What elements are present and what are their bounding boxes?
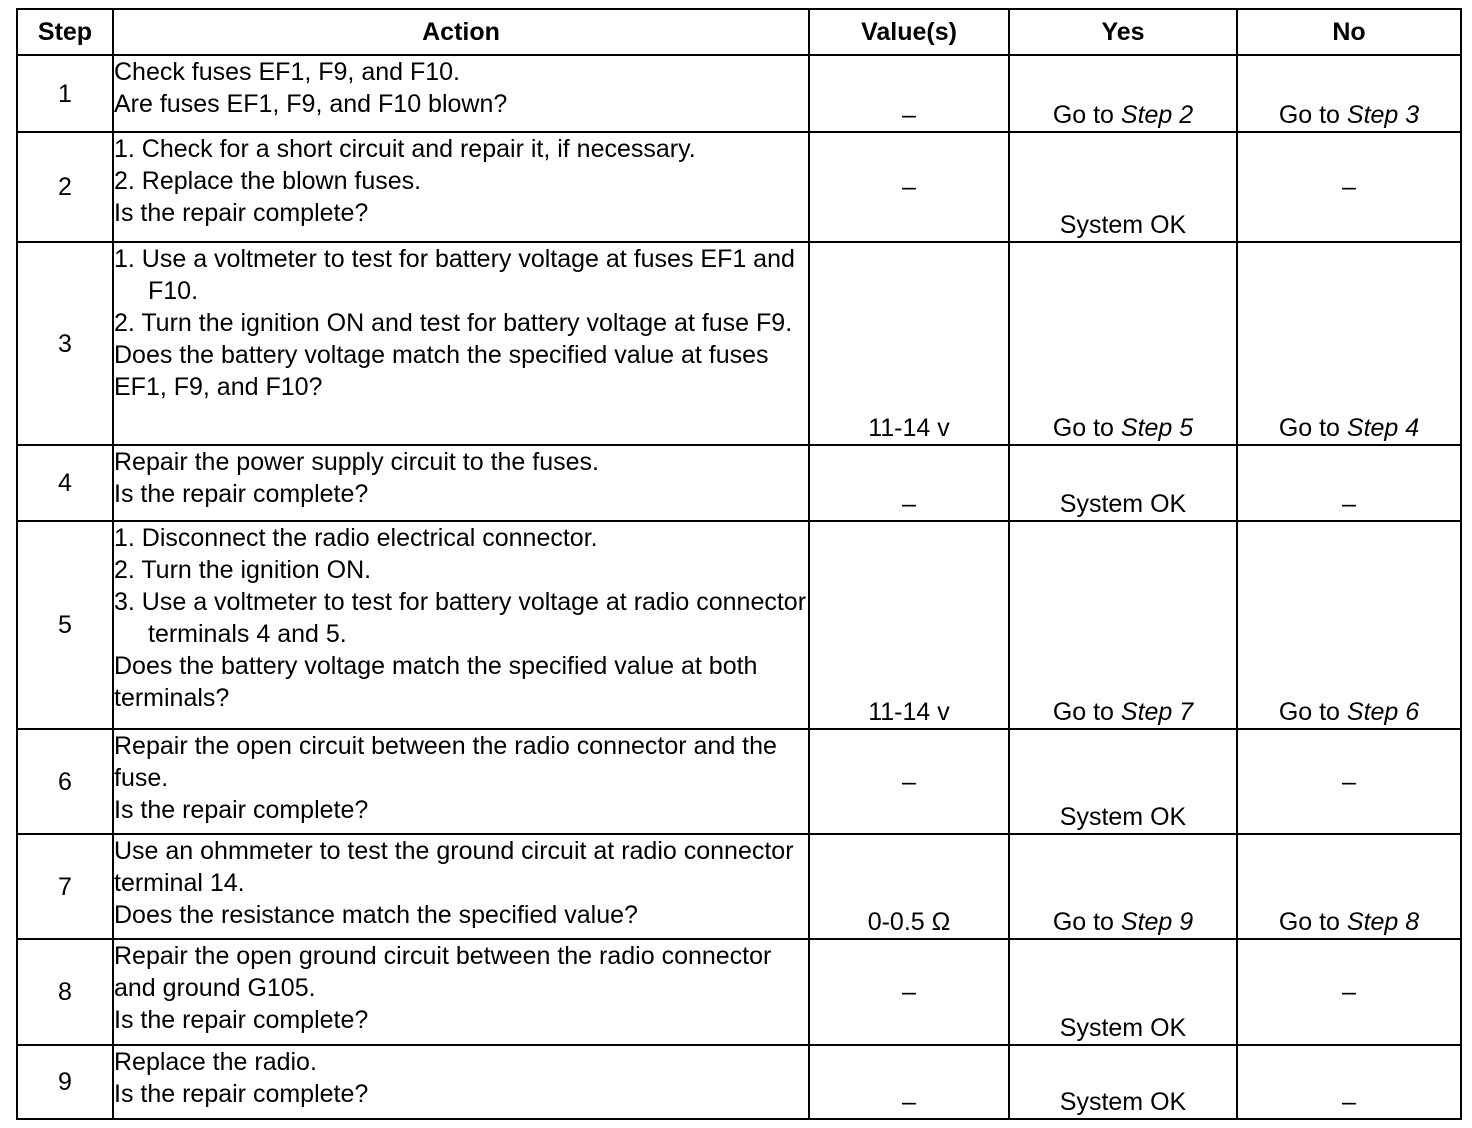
table-row [17,729,1461,834]
value-cell: – [809,445,1009,521]
yes-cell [1009,55,1237,132]
yes-cell: System OK [1009,1045,1237,1119]
no-cell [1237,834,1461,939]
yes-cell: System OK [1009,132,1237,242]
no-cell [1237,521,1461,729]
no-prefix: Go to [1278,414,1347,442]
action-line: Are fuses EF1, F9, and F10 blown? [114,90,508,118]
action-cell [113,55,809,132]
action-line: Is the repair complete? [114,1006,369,1034]
action-line: Does the resistance match the specified value? [114,901,638,929]
action-line: 2. Turn the ignition ON. [114,556,372,584]
step-number: 4 [17,445,113,521]
value-cell: – [809,1045,1009,1119]
step-number: 8 [17,939,113,1045]
header-step: Step [17,9,113,55]
no-cell: – [1237,939,1461,1045]
yes-prefix: Go to [1052,908,1121,936]
value-cell: 11-14 v [809,521,1009,729]
action-cell [113,242,809,445]
header-no: No [1237,9,1461,55]
action-line: 1. Disconnect the radio electrical connector. [114,524,598,552]
action-cell [113,729,809,834]
yes-step-link: Step 7 [1120,698,1194,726]
no-cell: – [1237,729,1461,834]
action-cell [113,834,809,939]
step-number: 9 [17,1045,113,1119]
value-cell: – [809,729,1009,834]
action-cell [113,1045,809,1119]
table-row [17,521,1461,729]
diagnostic-table [16,8,1462,1120]
value-cell: 11-14 v [809,242,1009,445]
action-line: 1. Use a voltmeter to test for battery voltage at fuses EF1 and F10. [114,245,795,305]
yes-step-link: Step 9 [1120,908,1194,936]
yes-cell: System OK [1009,939,1237,1045]
header-action: Action [113,9,809,55]
action-line: Replace the radio. [114,1048,317,1076]
action-line: Use an ohmmeter to test the ground circuit at radio connector terminal 14. [114,837,794,897]
yes-cell [1009,242,1237,445]
table-row [17,132,1461,242]
yes-prefix: Go to [1052,101,1121,129]
value-cell: 0-0.5 Ω [809,834,1009,939]
action-cell [113,132,809,242]
table-row [17,55,1461,132]
yes-prefix: Go to [1052,414,1121,442]
value-cell: – [809,132,1009,242]
no-cell: – [1237,132,1461,242]
header-row [17,9,1461,55]
action-line: Repair the open ground circuit between the radio connector and ground G105. [114,942,772,1002]
no-prefix: Go to [1278,698,1347,726]
yes-prefix: Go to [1052,698,1121,726]
action-line: 1. Check for a short circuit and repair it, if necessary. [114,135,696,163]
yes-cell [1009,834,1237,939]
action-line: Does the battery voltage match the specified value at fuses EF1, F9, and F10? [114,341,769,401]
action-line: Is the repair complete? [114,480,369,508]
action-line: Repair the power supply circuit to the fuses. [114,448,599,476]
no-step-link: Step 6 [1346,698,1420,726]
no-cell [1237,242,1461,445]
action-line: 2. Turn the ignition ON and test for battery voltage at fuse F9. [114,309,793,337]
table-row [17,1045,1461,1119]
table-row [17,242,1461,445]
action-line: Does the battery voltage match the specified value at both terminals? [114,652,758,712]
no-prefix: Go to [1278,908,1347,936]
value-cell: – [809,939,1009,1045]
step-number: 5 [17,521,113,729]
no-prefix: Go to [1278,101,1347,129]
yes-step-link: Step 5 [1120,414,1194,442]
yes-cell [1009,521,1237,729]
step-number: 3 [17,242,113,445]
action-line: Is the repair complete? [114,1080,369,1108]
step-number: 2 [17,132,113,242]
value-cell: – [809,55,1009,132]
table-row [17,834,1461,939]
action-line: 2. Replace the blown fuses. [114,167,422,195]
table-row [17,939,1461,1045]
action-cell [113,939,809,1045]
yes-cell: System OK [1009,729,1237,834]
step-number: 6 [17,729,113,834]
step-number: 1 [17,55,113,132]
action-cell [113,445,809,521]
header-yes: Yes [1009,9,1237,55]
action-line: Repair the open circuit between the radio connector and the fuse. [114,732,777,792]
no-step-link: Step 3 [1346,101,1420,129]
yes-cell: System OK [1009,445,1237,521]
action-line: Is the repair complete? [114,199,369,227]
no-cell: – [1237,1045,1461,1119]
table-row [17,445,1461,521]
no-cell [1237,55,1461,132]
no-cell: – [1237,445,1461,521]
no-step-link: Step 4 [1346,414,1420,442]
step-number: 7 [17,834,113,939]
header-values: Value(s) [809,9,1009,55]
action-line: 3. Use a voltmeter to test for battery voltage at radio connector terminals 4 and 5. [114,588,807,648]
action-line: Check fuses EF1, F9, and F10. [114,58,460,86]
no-step-link: Step 8 [1346,908,1420,936]
action-cell [113,521,809,729]
action-line: Is the repair complete? [114,796,369,824]
yes-step-link: Step 2 [1120,101,1194,129]
